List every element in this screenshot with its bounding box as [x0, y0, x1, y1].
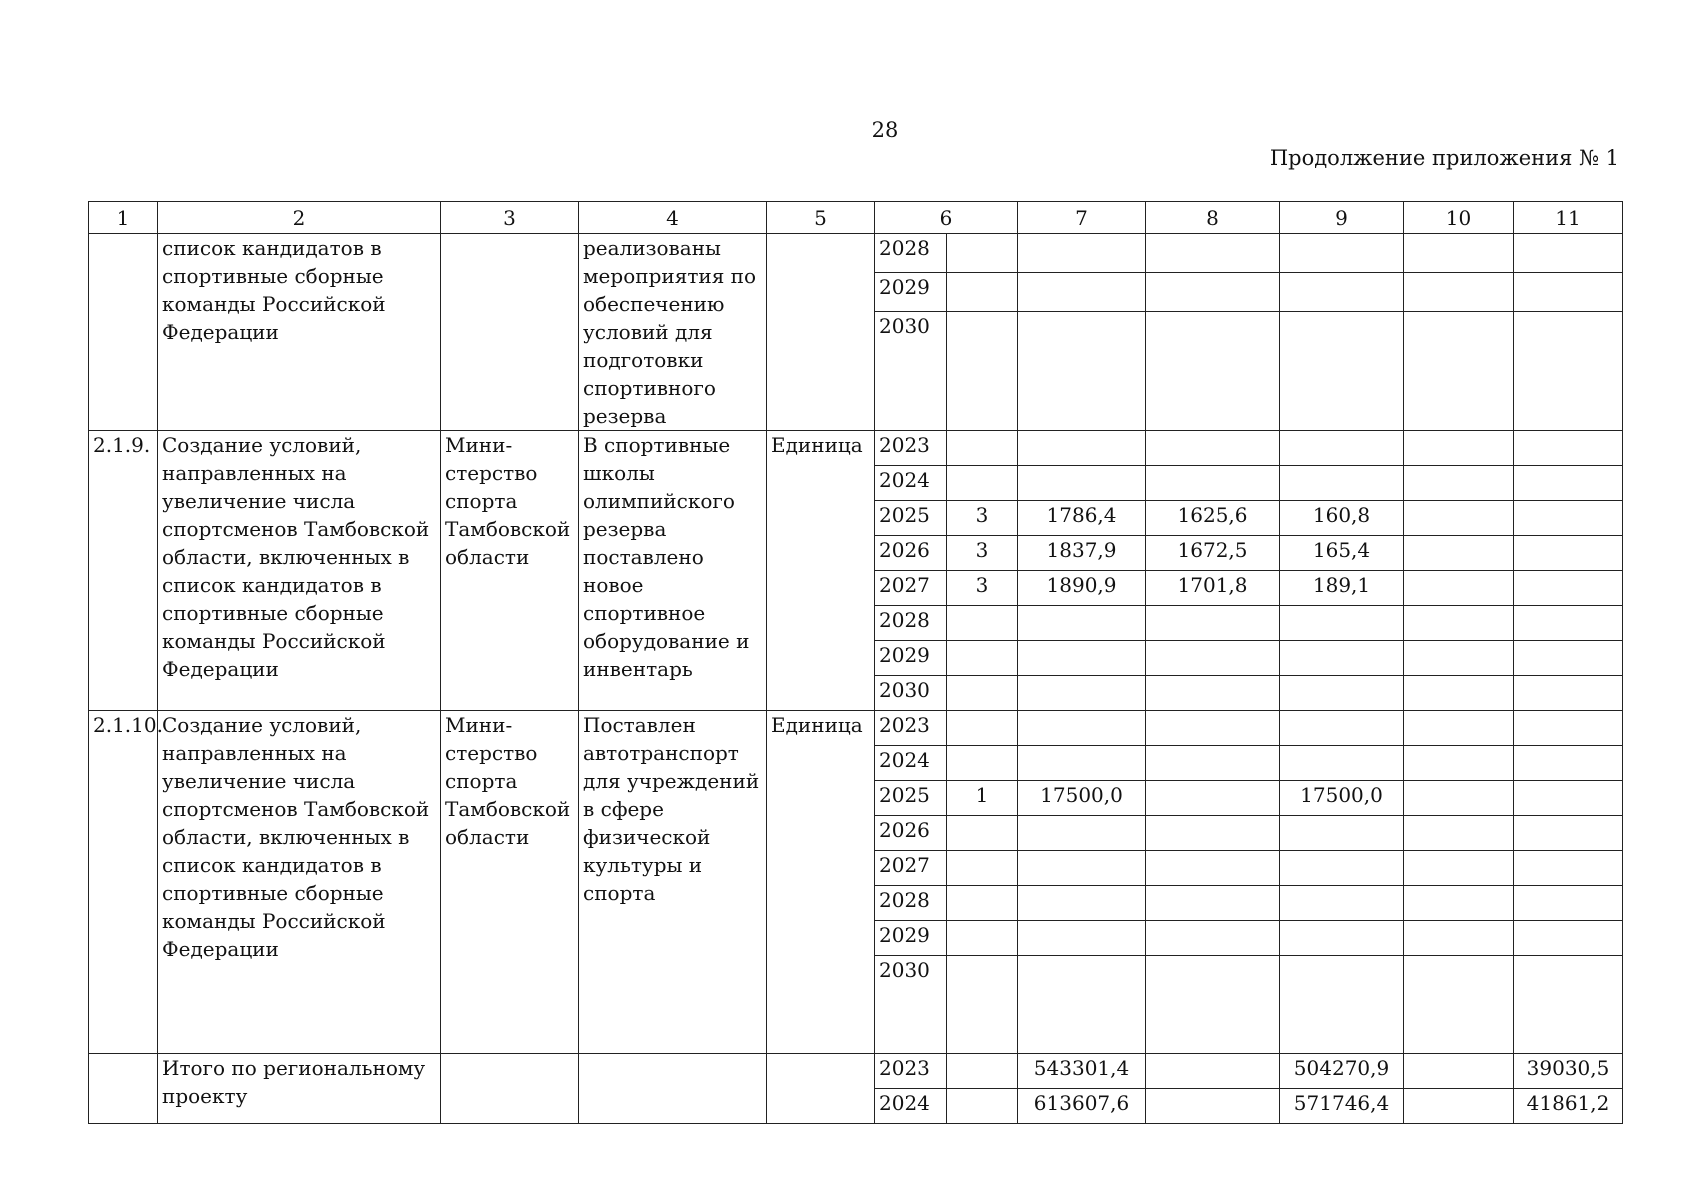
value-cell-c7: [1018, 676, 1146, 711]
responsible-executor: [441, 1054, 579, 1124]
value-cell-c9: [1280, 711, 1404, 746]
value-cell-c6: [947, 606, 1018, 641]
value-cell-c10: [1404, 234, 1514, 273]
value-cell-c9: [1280, 234, 1404, 273]
value-cell-c11: [1514, 816, 1623, 851]
year-cell: 2029: [875, 641, 947, 676]
value-cell-c7: [1018, 921, 1146, 956]
value-cell-c7: 1890,9: [1018, 571, 1146, 606]
value-cell-c6: [947, 1054, 1018, 1089]
year-cell: 2026: [875, 536, 947, 571]
value-cell-c11: [1514, 606, 1623, 641]
value-cell-c6: [947, 851, 1018, 886]
value-cell-c8: [1146, 431, 1280, 466]
value-cell-c9: 160,8: [1280, 501, 1404, 536]
value-cell-c9: [1280, 956, 1404, 1054]
value-cell-c10: [1404, 781, 1514, 816]
value-cell-c8: [1146, 1089, 1280, 1124]
value-cell-c8: 1672,5: [1146, 536, 1280, 571]
year-cell: 2023: [875, 711, 947, 746]
value-cell-c8: [1146, 466, 1280, 501]
value-cell-c8: [1146, 956, 1280, 1054]
column-header: 10: [1404, 202, 1514, 234]
value-cell-c10: [1404, 956, 1514, 1054]
column-header: 1: [89, 202, 158, 234]
value-cell-c10: [1404, 746, 1514, 781]
year-cell: 2028: [875, 234, 947, 273]
column-header: 9: [1280, 202, 1404, 234]
value-cell-c7: [1018, 746, 1146, 781]
value-cell-c6: [947, 711, 1018, 746]
value-cell-c8: 1625,6: [1146, 501, 1280, 536]
expected-result: реализованы мероприятия по обеспечению условий для подготовки спортивного резерва: [579, 234, 767, 431]
value-cell-c6: [947, 312, 1018, 431]
value-cell-c10: [1404, 571, 1514, 606]
column-header: 11: [1514, 202, 1623, 234]
value-cell-c7: [1018, 886, 1146, 921]
table-row: [89, 431, 1623, 466]
value-cell-c10: [1404, 711, 1514, 746]
value-cell-c9: 17500,0: [1280, 781, 1404, 816]
year-cell: 2024: [875, 466, 947, 501]
item-number: [89, 1054, 158, 1124]
expected-result: В спортивные школы олимпийского резерва поставлено новое спортивное оборудование и инвентарь: [579, 431, 767, 711]
value-cell-c6: [947, 816, 1018, 851]
value-cell-c10: [1404, 536, 1514, 571]
value-cell-c6: 3: [947, 501, 1018, 536]
value-cell-c6: [947, 431, 1018, 466]
expected-result: Поставлен автотранспорт для учреждений в сфере физической культуры и спорта: [579, 711, 767, 1054]
value-cell-c7: [1018, 466, 1146, 501]
unit-of-measure: Единица: [767, 711, 875, 1054]
column-header: 2: [158, 202, 441, 234]
value-cell-c9: [1280, 273, 1404, 312]
value-cell-c10: [1404, 921, 1514, 956]
year-cell: 2028: [875, 606, 947, 641]
value-cell-c9: [1280, 746, 1404, 781]
value-cell-c10: [1404, 676, 1514, 711]
value-cell-c10: [1404, 816, 1514, 851]
value-cell-c6: 1: [947, 781, 1018, 816]
value-cell-c6: [947, 1089, 1018, 1124]
value-cell-c10: [1404, 641, 1514, 676]
responsible-executor: Мини- стерство спорта Тамбовской области: [441, 431, 579, 711]
year-cell: 2026: [875, 816, 947, 851]
value-cell-c9: [1280, 641, 1404, 676]
value-cell-c10: [1404, 1054, 1514, 1089]
value-cell-c10: [1404, 466, 1514, 501]
value-cell-c11: [1514, 234, 1623, 273]
year-cell: 2029: [875, 273, 947, 312]
value-cell-c9: 504270,9: [1280, 1054, 1404, 1089]
value-cell-c11: [1514, 571, 1623, 606]
value-cell-c7: [1018, 273, 1146, 312]
value-cell-c9: 189,1: [1280, 571, 1404, 606]
value-cell-c6: 3: [947, 571, 1018, 606]
measure-name: список кандидатов в спортивные сборные команды Российской Федерации: [158, 234, 441, 431]
value-cell-c7: 17500,0: [1018, 781, 1146, 816]
value-cell-c7: [1018, 851, 1146, 886]
column-header: 6: [875, 202, 1018, 234]
value-cell-c7: 543301,4: [1018, 1054, 1146, 1089]
value-cell-c9: [1280, 466, 1404, 501]
value-cell-c10: [1404, 851, 1514, 886]
value-cell-c7: 1837,9: [1018, 536, 1146, 571]
value-cell-c8: [1146, 816, 1280, 851]
value-cell-c10: [1404, 886, 1514, 921]
value-cell-c8: [1146, 886, 1280, 921]
value-cell-c11: [1514, 273, 1623, 312]
unit-of-measure: [767, 234, 875, 431]
value-cell-c6: [947, 641, 1018, 676]
value-cell-c8: [1146, 851, 1280, 886]
unit-of-measure: [767, 1054, 875, 1124]
value-cell-c7: [1018, 234, 1146, 273]
continuation-label: Продолжение приложения № 1: [1269, 146, 1619, 170]
responsible-executor: [441, 234, 579, 431]
value-cell-c10: [1404, 1089, 1514, 1124]
value-cell-c8: [1146, 273, 1280, 312]
value-cell-c11: [1514, 921, 1623, 956]
table-row: [89, 1054, 1623, 1089]
value-cell-c11: [1514, 851, 1623, 886]
table-row: [89, 234, 1623, 273]
value-cell-c8: [1146, 921, 1280, 956]
value-cell-c11: [1514, 431, 1623, 466]
value-cell-c11: 39030,5: [1514, 1054, 1623, 1089]
value-cell-c7: [1018, 431, 1146, 466]
year-cell: 2027: [875, 571, 947, 606]
year-cell: 2025: [875, 501, 947, 536]
value-cell-c8: [1146, 234, 1280, 273]
value-cell-c8: [1146, 676, 1280, 711]
value-cell-c9: [1280, 851, 1404, 886]
value-cell-c11: [1514, 711, 1623, 746]
measure-name: Создание условий, направленных на увеличение числа спортсменов Тамбовской области, включенных в список кандидатов в спортивные сборные команды Российской Федерации: [158, 711, 441, 1054]
year-cell: 2030: [875, 956, 947, 1054]
table-row: [89, 711, 1623, 746]
year-cell: 2025: [875, 781, 947, 816]
column-number-row: [89, 202, 1623, 234]
value-cell-c11: [1514, 641, 1623, 676]
year-cell: 2030: [875, 676, 947, 711]
year-cell: 2027: [875, 851, 947, 886]
value-cell-c8: [1146, 711, 1280, 746]
value-cell-c11: [1514, 501, 1623, 536]
value-cell-c6: [947, 273, 1018, 312]
value-cell-c7: 613607,6: [1018, 1089, 1146, 1124]
value-cell-c11: [1514, 466, 1623, 501]
year-cell: 2024: [875, 1089, 947, 1124]
value-cell-c8: 1701,8: [1146, 571, 1280, 606]
value-cell-c10: [1404, 501, 1514, 536]
year-cell: 2023: [875, 1054, 947, 1089]
value-cell-c11: [1514, 746, 1623, 781]
value-cell-c7: 1786,4: [1018, 501, 1146, 536]
column-header: 8: [1146, 202, 1280, 234]
value-cell-c8: [1146, 641, 1280, 676]
column-header: 4: [579, 202, 767, 234]
item-number: 2.1.9.: [89, 431, 158, 711]
value-cell-c11: [1514, 312, 1623, 431]
value-cell-c8: [1146, 312, 1280, 431]
value-cell-c9: [1280, 816, 1404, 851]
value-cell-c9: [1280, 606, 1404, 641]
responsible-executor: Мини- стерство спорта Тамбовской области: [441, 711, 579, 1054]
item-number: 2.1.10.: [89, 711, 158, 1054]
value-cell-c8: [1146, 781, 1280, 816]
column-header: 7: [1018, 202, 1146, 234]
value-cell-c11: [1514, 676, 1623, 711]
year-cell: 2029: [875, 921, 947, 956]
year-cell: 2030: [875, 312, 947, 431]
value-cell-c6: [947, 886, 1018, 921]
value-cell-c6: [947, 956, 1018, 1054]
value-cell-c7: [1018, 816, 1146, 851]
year-cell: 2023: [875, 431, 947, 466]
value-cell-c8: [1146, 746, 1280, 781]
value-cell-c7: [1018, 641, 1146, 676]
column-header: 3: [441, 202, 579, 234]
expected-result: [579, 1054, 767, 1124]
measure-name: Итого по региональному проекту: [158, 1054, 441, 1124]
value-cell-c11: [1514, 956, 1623, 1054]
value-cell-c10: [1404, 273, 1514, 312]
value-cell-c9: [1280, 921, 1404, 956]
value-cell-c9: 571746,4: [1280, 1089, 1404, 1124]
value-cell-c9: [1280, 431, 1404, 466]
year-cell: 2024: [875, 746, 947, 781]
value-cell-c10: [1404, 606, 1514, 641]
value-cell-c7: [1018, 312, 1146, 431]
value-cell-c10: [1404, 312, 1514, 431]
value-cell-c9: [1280, 676, 1404, 711]
page-number: 28: [871, 118, 899, 142]
value-cell-c9: [1280, 312, 1404, 431]
value-cell-c6: [947, 921, 1018, 956]
value-cell-c10: [1404, 431, 1514, 466]
year-cell: 2028: [875, 886, 947, 921]
unit-of-measure: Единица: [767, 431, 875, 711]
value-cell-c8: [1146, 606, 1280, 641]
value-cell-c9: 165,4: [1280, 536, 1404, 571]
value-cell-c8: [1146, 1054, 1280, 1089]
value-cell-c6: 3: [947, 536, 1018, 571]
value-cell-c6: [947, 234, 1018, 273]
value-cell-c11: [1514, 536, 1623, 571]
item-number: [89, 234, 158, 431]
program-table: [88, 201, 1623, 1124]
value-cell-c6: [947, 746, 1018, 781]
measure-name: Создание условий, направленных на увеличение числа спортсменов Тамбовской области, включенных в список кандидатов в спортивные сборные команды Российской Федерации: [158, 431, 441, 711]
table-body: [89, 234, 1623, 1124]
column-header: 5: [767, 202, 875, 234]
value-cell-c9: [1280, 886, 1404, 921]
value-cell-c6: [947, 466, 1018, 501]
value-cell-c7: [1018, 711, 1146, 746]
value-cell-c11: [1514, 886, 1623, 921]
value-cell-c7: [1018, 956, 1146, 1054]
value-cell-c11: [1514, 781, 1623, 816]
value-cell-c6: [947, 676, 1018, 711]
value-cell-c11: 41861,2: [1514, 1089, 1623, 1124]
value-cell-c7: [1018, 606, 1146, 641]
